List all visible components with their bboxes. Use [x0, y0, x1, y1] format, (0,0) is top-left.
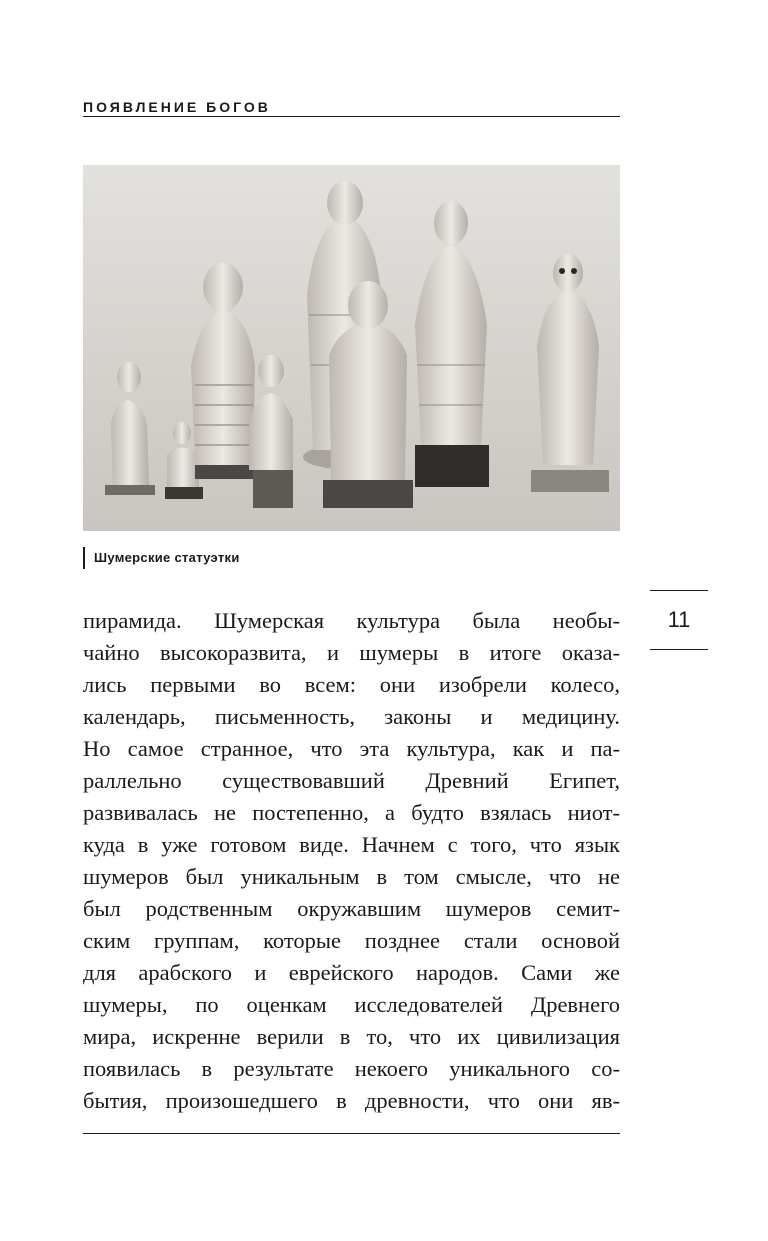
text-line: лись первыми во всем: они изобрели колесо,	[83, 672, 620, 697]
text-line: чайно высокоразвита, и шумеры в итоге оказа-	[83, 640, 620, 665]
text-line: мира, искренне верили в то, что их цивилизация	[83, 1024, 620, 1049]
body-paragraph	[83, 605, 620, 1117]
text-line: появилась в результате некоего уникального со-	[83, 1056, 620, 1081]
text-line: для арабского и еврейского народов. Сами же	[83, 960, 620, 985]
text-line: развивалась не постепенно, а будто взялась ниот-	[83, 800, 620, 825]
text-line: бытия, произошедшего в древности, что они яв-	[83, 1088, 620, 1113]
sumerian-statuettes-photo	[83, 165, 620, 531]
text-line: куда в уже готовом виде. Начнем с того, что язык	[83, 832, 620, 857]
running-header-title: ПОЯВЛЕНИЕ БОГОВ	[83, 99, 271, 115]
text-line: календарь, письменность, законы и медицину.	[83, 704, 620, 729]
figure-caption	[83, 547, 240, 569]
text-line: шумеры, по оценкам исследователей Древнего	[83, 992, 620, 1017]
text-line: шумеров был уникальным в том смысле, что не	[83, 864, 620, 889]
statuettes-illustration	[83, 165, 620, 531]
running-header	[83, 98, 620, 117]
text-line: раллельно существовавший Древний Египет,	[83, 768, 620, 793]
footer-rule	[83, 1133, 620, 1134]
text-line: был родственным окружавшим шумеров семит-	[83, 896, 620, 921]
text-line: Но самое странное, что эта культура, как и па-	[83, 736, 620, 761]
figure-caption-text: Шумерские статуэтки	[94, 550, 240, 565]
page-number-box	[650, 590, 708, 650]
text-line: ским группам, которые позднее стали основой	[83, 928, 620, 953]
text-line: пирамида. Шумерская культура была необы-	[83, 608, 620, 633]
page-number: 11	[667, 607, 691, 632]
